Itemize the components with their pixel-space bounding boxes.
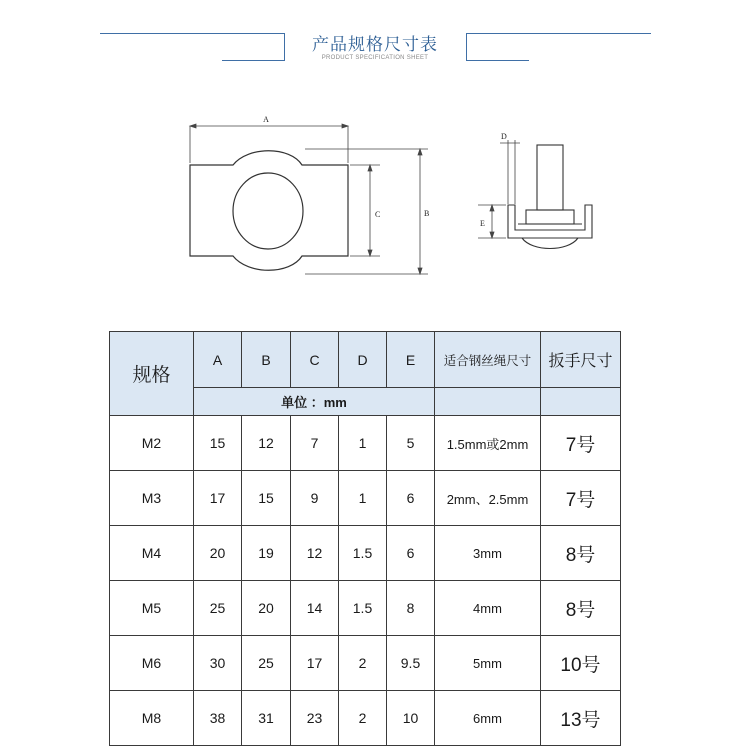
- dim-label-d: D: [501, 132, 507, 141]
- cell-d: 2: [339, 691, 387, 746]
- cell-wrench: 10号: [541, 636, 621, 691]
- dim-label-c: C: [375, 210, 381, 219]
- technical-drawing: [0, 0, 750, 320]
- header-spec: 规格: [110, 332, 194, 416]
- cell-e: 9.5: [387, 636, 435, 691]
- cell-b: 25: [242, 636, 291, 691]
- header-a: A: [194, 332, 242, 388]
- cell-wrench: 13号: [541, 691, 621, 746]
- cell-c: 17: [291, 636, 339, 691]
- table-row: [110, 526, 621, 581]
- nut: [526, 210, 574, 224]
- dim-label-e: E: [480, 219, 485, 228]
- cell-b: 20: [242, 581, 291, 636]
- cell-d: 1.5: [339, 526, 387, 581]
- cell-wrench: 8号: [541, 581, 621, 636]
- cell-wrench: 7号: [541, 471, 621, 526]
- cell-a: 15: [194, 416, 242, 471]
- table-row: [110, 471, 621, 526]
- cell-wrench: 7号: [541, 416, 621, 471]
- cell-a: 38: [194, 691, 242, 746]
- dim-label-b: B: [424, 209, 430, 218]
- cell-d: 1.5: [339, 581, 387, 636]
- cell-rope: 3mm: [435, 526, 541, 581]
- bolt-hole: [233, 173, 303, 249]
- cell-spec: M8: [110, 691, 194, 746]
- cell-b: 31: [242, 691, 291, 746]
- cell-rope: 6mm: [435, 691, 541, 746]
- cell-spec: M4: [110, 526, 194, 581]
- cell-d: 2: [339, 636, 387, 691]
- cell-c: 23: [291, 691, 339, 746]
- dim-label-a: A: [263, 115, 269, 124]
- rope-groove: [522, 238, 578, 249]
- table-row: [110, 416, 621, 471]
- cell-a: 25: [194, 581, 242, 636]
- cell-a: 20: [194, 526, 242, 581]
- dimension-a: [190, 124, 348, 163]
- header-b: B: [242, 332, 291, 388]
- table-row: [110, 636, 621, 691]
- cell-b: 19: [242, 526, 291, 581]
- cell-c: 7: [291, 416, 339, 471]
- cell-spec: M2: [110, 416, 194, 471]
- cell-b: 12: [242, 416, 291, 471]
- header-rope-size: 适合钢丝绳尺寸: [435, 332, 541, 388]
- bolt-shank: [537, 145, 563, 210]
- header-d: D: [339, 332, 387, 388]
- side-view: [508, 145, 592, 249]
- cell-e: 6: [387, 526, 435, 581]
- cell-wrench: 8号: [541, 526, 621, 581]
- cell-c: 14: [291, 581, 339, 636]
- cell-e: 8: [387, 581, 435, 636]
- clamp-outline: [190, 151, 348, 271]
- cell-a: 17: [194, 471, 242, 526]
- cell-b: 15: [242, 471, 291, 526]
- header-wrench-size: 扳手尺寸: [541, 332, 621, 388]
- cell-e: 5: [387, 416, 435, 471]
- cell-a: 30: [194, 636, 242, 691]
- cell-e: 10: [387, 691, 435, 746]
- cell-c: 9: [291, 471, 339, 526]
- cell-rope: 4mm: [435, 581, 541, 636]
- spec-table: [109, 331, 621, 746]
- front-view: [190, 151, 348, 271]
- table-header-row: [110, 332, 621, 388]
- cell-spec: M5: [110, 581, 194, 636]
- table-row: [110, 691, 621, 746]
- cell-d: 1: [339, 471, 387, 526]
- cell-rope: 2mm、2.5mm: [435, 471, 541, 526]
- table-row: [110, 581, 621, 636]
- cell-spec: M6: [110, 636, 194, 691]
- cell-rope: 1.5mm或2mm: [435, 416, 541, 471]
- header-e: E: [387, 332, 435, 388]
- unit-row-blank-wrench: [541, 388, 621, 416]
- cell-c: 12: [291, 526, 339, 581]
- cell-rope: 5mm: [435, 636, 541, 691]
- cell-d: 1: [339, 416, 387, 471]
- page-title: 产品规格尺寸表: [312, 35, 438, 55]
- unit-label: 单位 ：mm: [194, 388, 435, 416]
- cell-e: 6: [387, 471, 435, 526]
- dimension-b: [305, 149, 428, 274]
- unit-row-blank-rope: [435, 388, 541, 416]
- page-subtitle: PRODUCT SPECIFICATION SHEET: [321, 55, 429, 61]
- cell-spec: M3: [110, 471, 194, 526]
- header-c: C: [291, 332, 339, 388]
- dimension-d: [500, 140, 520, 204]
